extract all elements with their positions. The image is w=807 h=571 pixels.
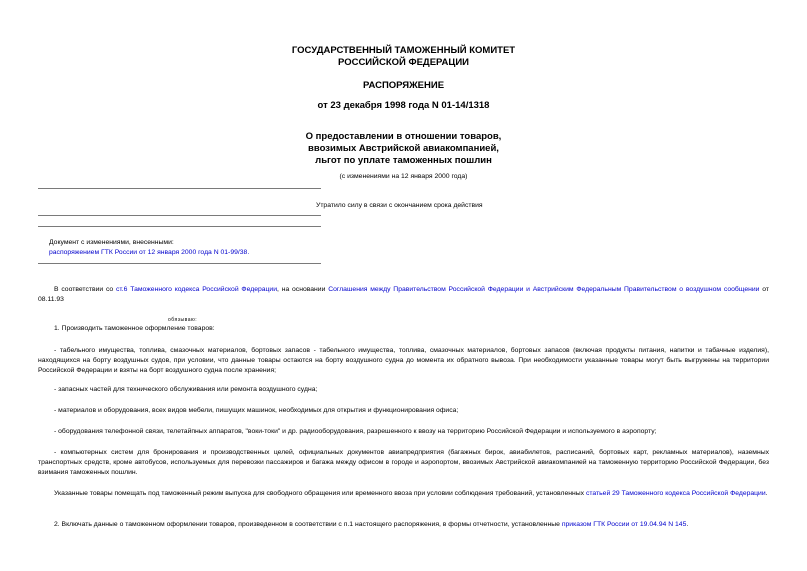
title-line-2: ввозимых Австрийской авиакомпанией,: [308, 143, 499, 154]
bullet-4: - оборудования телефонной связи, телетайпных аппаратов, "воки-токи" и др. радиооборудования, разрешенного к ввозу на территорию Российской Федерации и используемого в аэропорту;: [54, 428, 657, 435]
document-date-number: от 23 декабря 1998 года N 01-14/1318: [317, 100, 490, 111]
bullet-5: - компьютерных систем для бронирования и производственных целей, официальных документов авиапредприятия (багажных бирок, авиабилетов, расписаний, бортовых карт, рекламных материалов), наземных транспортных средств, кроме автобусов, используемых для перевозки пассажиров и багажа между офисом в городе и аэропортом, ввозимых Австрийской авиакомпанией на таможенную территорию Российской Федерации, без взимания таможенных пошлин.: [38, 449, 769, 476]
customs-code-art29-link[interactable]: статьей 29 Таможенного кодекса Российской Федерации: [585, 490, 766, 497]
bullet-3: - материалов и оборудования, всех видов мебели, пишущих машинок, необходимых для открытия и функционирования офиса;: [54, 407, 459, 414]
agreement-link[interactable]: Соглашения между Правительством Российской Федерации и Австрийским Федеральным Правительством о воздушном сообщении: [328, 286, 760, 293]
amendments-label: Документ с изменениями, внесенными:: [49, 239, 174, 246]
item-2: 2. Включать данные о таможенном оформлении товаров, произведенном в соответствии с п.1 настоящего распоряжения, в формы отчетности, установленные приказом ГТК России от 19.04.94 N 145.: [54, 521, 689, 528]
preamble-paragraph: В соответствии со ст.6 Таможенного кодекса Российской Федерации, на основании Соглашения между Правительством Российской Федерации и Австрийским Федеральным Правительством о воздушном сообщении от 08.11.93: [38, 286, 769, 303]
bullet-1: - табельного имущества, топлива, смазочных материалов, бортовых запасов - табельного имущества, топлива, смазочных материалов, бортовых запасов (включая продукты питания, напитки и табачные изделия), находящихся на борту воздушных судов, при условии, что данные товары остаются на борту воздушного судна до момента их обратного вывоза. При необходимости указанные товары могут быть выгружены на территории Российской Федерации и взяты на борт воздушного судна после хранения;: [38, 347, 769, 374]
status-note: Утратило силу в связи с окончанием срока действия: [316, 202, 483, 209]
paragraph-2: Указанные товары помещать под таможенный режим выпуска для свободного обращения или временного ввоза при условии соблюдения требований, установленных статьей 29 Таможенного кодекса Российской Федерации.: [54, 490, 768, 497]
title-line-1: О предоставлении в отношении товаров,: [305, 131, 502, 142]
changes-note: (с изменениями на 12 января 2000 года): [339, 173, 468, 180]
title-line-3: льгот по уплате таможенных пошлин: [315, 155, 492, 166]
document-type: РАСПОРЯЖЕНИЕ: [362, 80, 445, 91]
issuer-line-1: ГОСУДАРСТВЕННЫЙ ТАМОЖЕННЫЙ КОМИТЕТ: [291, 45, 516, 56]
customs-code-art6-link[interactable]: ст.6 Таможенного кодекса Российской Федерации: [116, 286, 278, 293]
divider: [38, 215, 321, 216]
divider: [38, 226, 321, 227]
obligate-word: обязываю:: [168, 317, 198, 323]
item-1: 1. Производить таможенное оформление товаров:: [54, 325, 215, 332]
order-145-link[interactable]: приказом ГТК России от 19.04.94 N 145: [561, 521, 687, 528]
divider: [38, 188, 321, 189]
amendment-link[interactable]: распоряжением ГТК России от 12 января 2000 года N 01-99/38.: [49, 249, 250, 256]
issuer-line-2: РОССИЙСКОЙ ФЕДЕРАЦИИ: [337, 57, 469, 68]
divider: [38, 263, 321, 264]
bullet-2: - запасных частей для технического обслуживания или ремонта воздушного судна;: [54, 386, 318, 393]
